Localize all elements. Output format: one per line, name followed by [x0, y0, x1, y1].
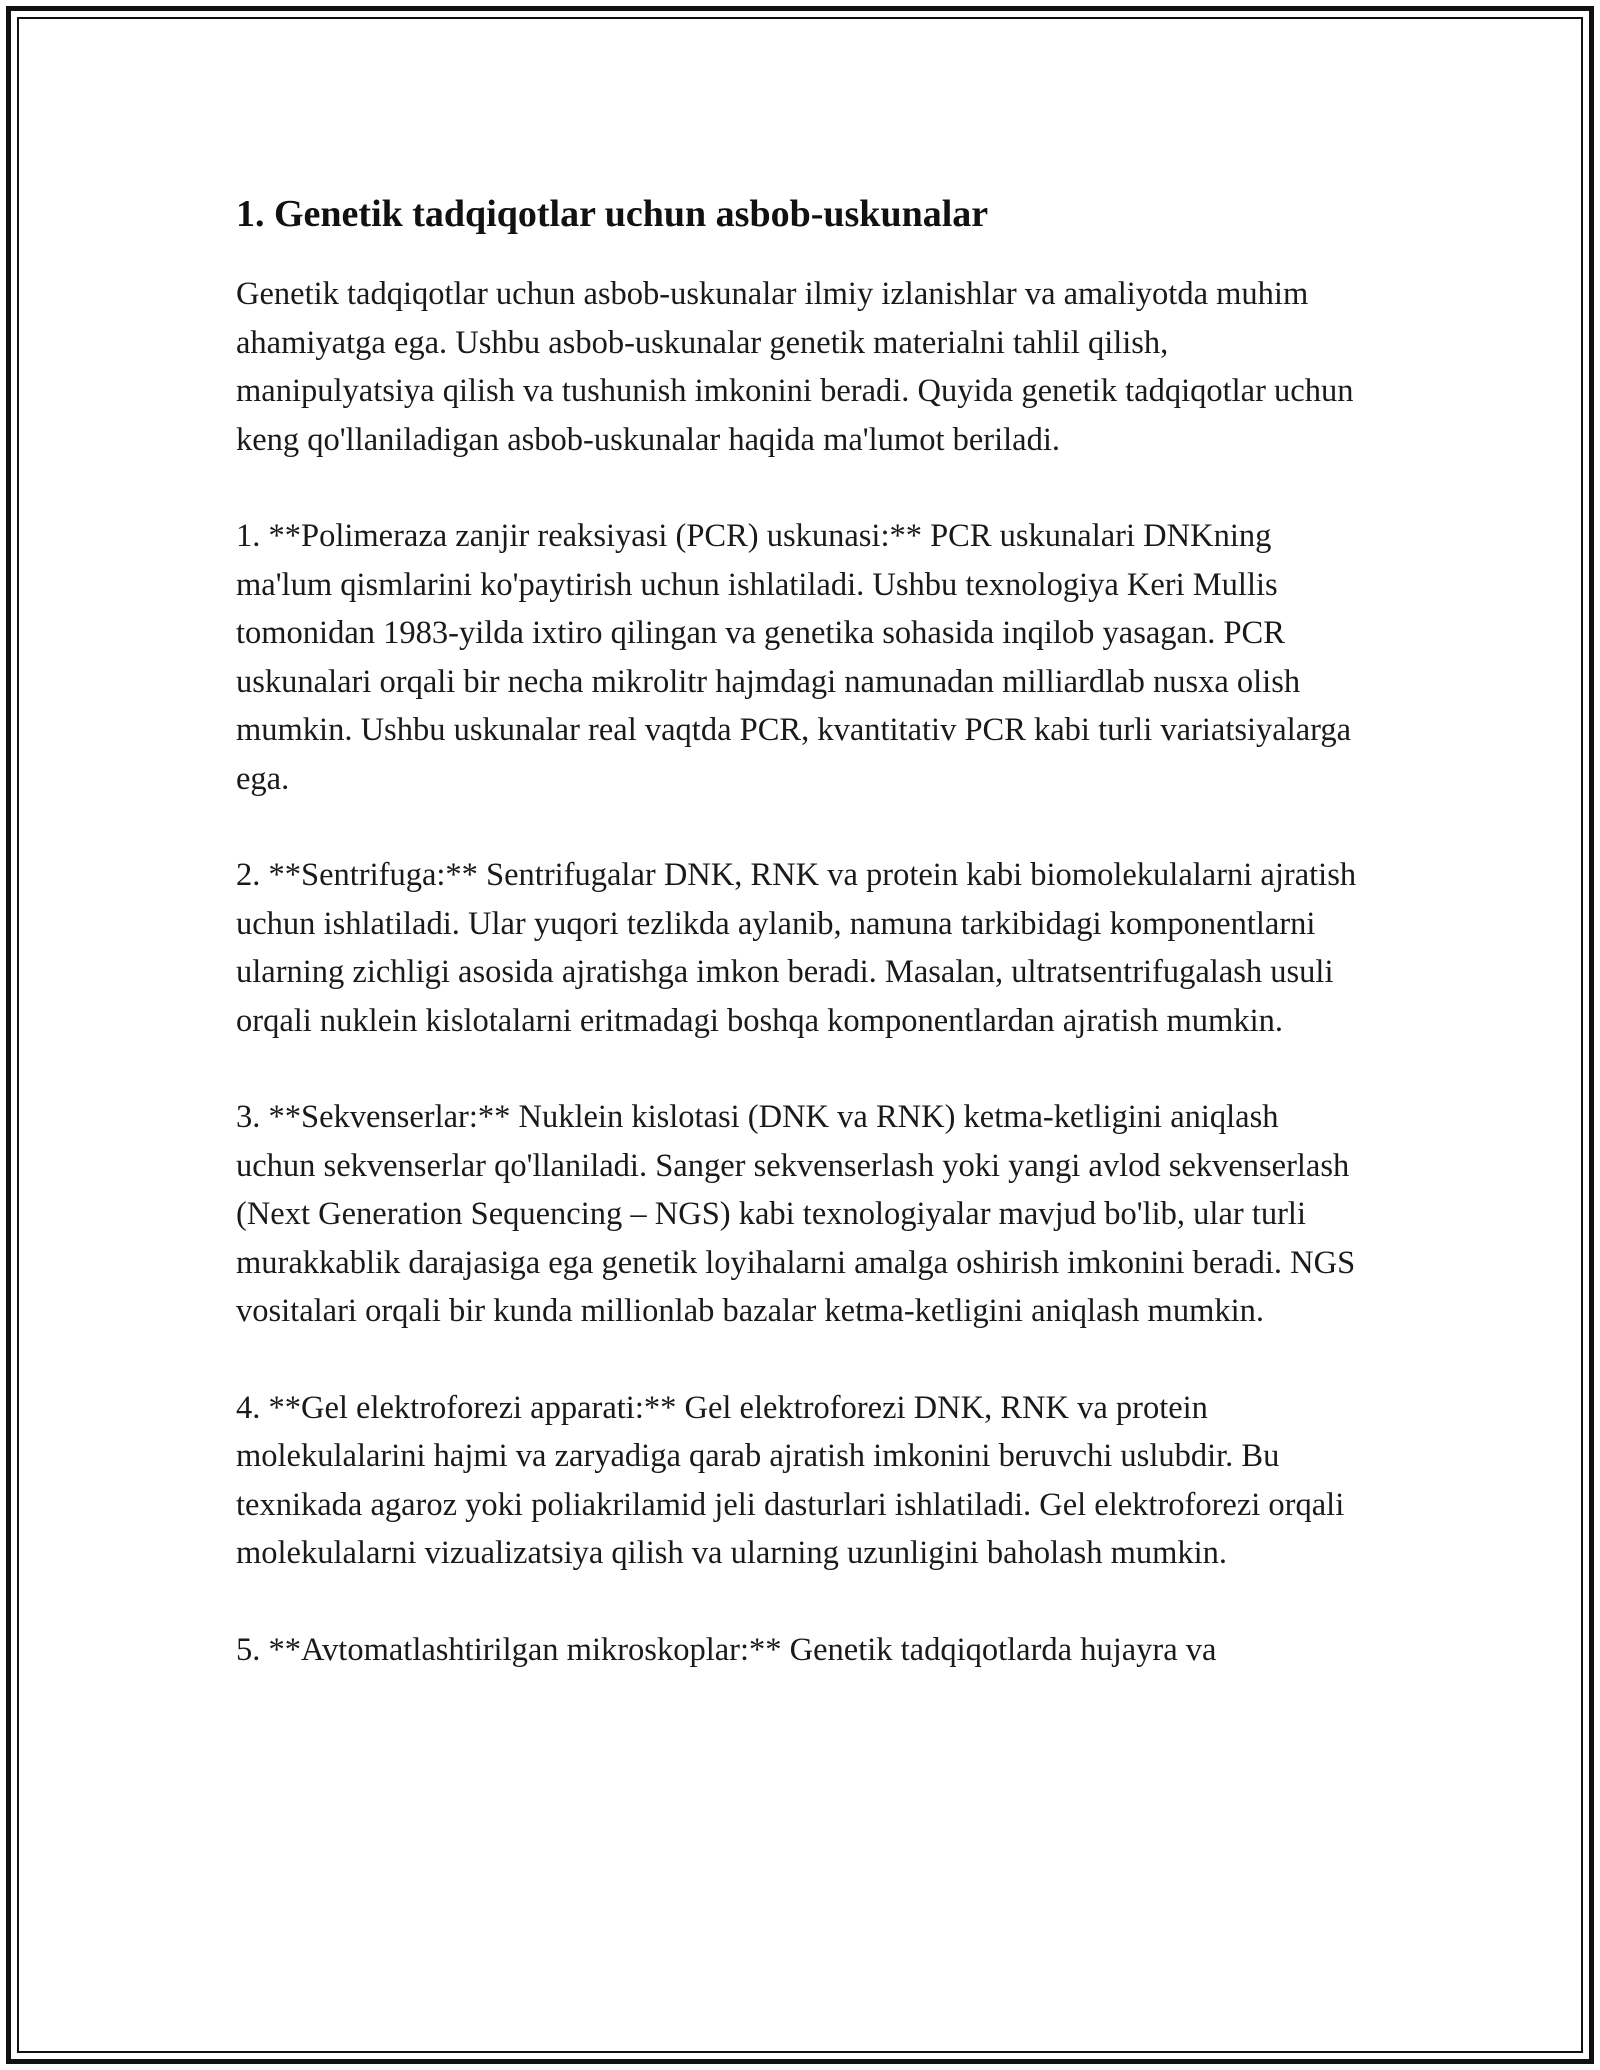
list-item-microscopes: 5. **Avtomatlashtirilgan mikroskoplar:** Genetik tadqiqotlarda hujayra va [236, 1631, 1217, 1668]
list-item-pcr: 1. **Polimeraza zanjir reaksiyasi (PCR) uskunasi:** PCR uskunalari DNKning ma'lum qismlarini ko'paytirish uchun ishlatiladi. Ushbu texnologiya Keri Mullis tomonidan 1983-yilda ixtiro qilingan va genetika sohasida inqilob yasagan. PCR uskunalari orqali bir necha mikrolitr hajmdagi namunadan milliardlab nusxa olish mumkin. Ushbu uskunalar real vaqtda PCR, kvantitativ PCR kabi turli variatsiyalarga ega. [236, 518, 1352, 797]
list-item-gel-electrophoresis: 4. **Gel elektroforezi apparati:** Gel elektroforezi DNK, RNK va protein molekulalarini hajmi va zaryadiga qarab ajratish imkonini beruvchi uslubdir. Bu texnikada agaroz yoki poliakrilamid jeli dasturlari ishlatiladi. Gel elektroforezi orqali molekulalarni vizualizatsiya qilish va ularning uzunligini baholash mumkin. [236, 1389, 1345, 1571]
list-item-sequencers: 3. **Sekvenserlar:** Nuklein kislotasi (DNK va RNK) ketma-ketligini aniqlash uchun sekvenserlar qo'llaniladi. Sanger sekvenserlash yoki yangi avlod sekvenserlash (Next Generation Sequencing – NGS) kabi texnologiyalar mavjud bo'lib, ular turli murakkablik darajasiga ega genetik loyihalarni amalga oshirish imkonini beradi. NGS vositalari orqali bir kunda millionlab bazalar ketma-ketligini aniqlash mumkin. [236, 1099, 1356, 1329]
document-body [236, 188, 1366, 1722]
intro-paragraph: Genetik tadqiqotlar uchun asbob-uskunalar ilmiy izlanishlar va amaliyotda muhim ahamiyatga ega. Ushbu asbob-uskunalar genetik materialni tahlil qilish, manipulyatsiya qilish va tushunish imkonini beradi. Quyida genetik tadqiqotlar uchun keng qo'llaniladigan asbob-uskunalar haqida ma'lumot beriladi. [236, 276, 1354, 458]
list-item-centrifuge: 2. **Sentrifuga:** Sentrifugalar DNK, RNK va protein kabi biomolekulalarni ajratish uchun ishlatiladi. Ular yuqori tezlikda aylanib, namuna tarkibidagi komponentlarni ularning zichligi asosida ajratishga imkon beradi. Masalan, ultratsentrifugalash usuli orqali nuklein kislotalarni eritmadagi boshqa komponentlardan ajratish mumkin. [236, 857, 1357, 1039]
section-heading: 1. Genetik tadqiqotlar uchun asbob-uskunalar [236, 193, 989, 235]
